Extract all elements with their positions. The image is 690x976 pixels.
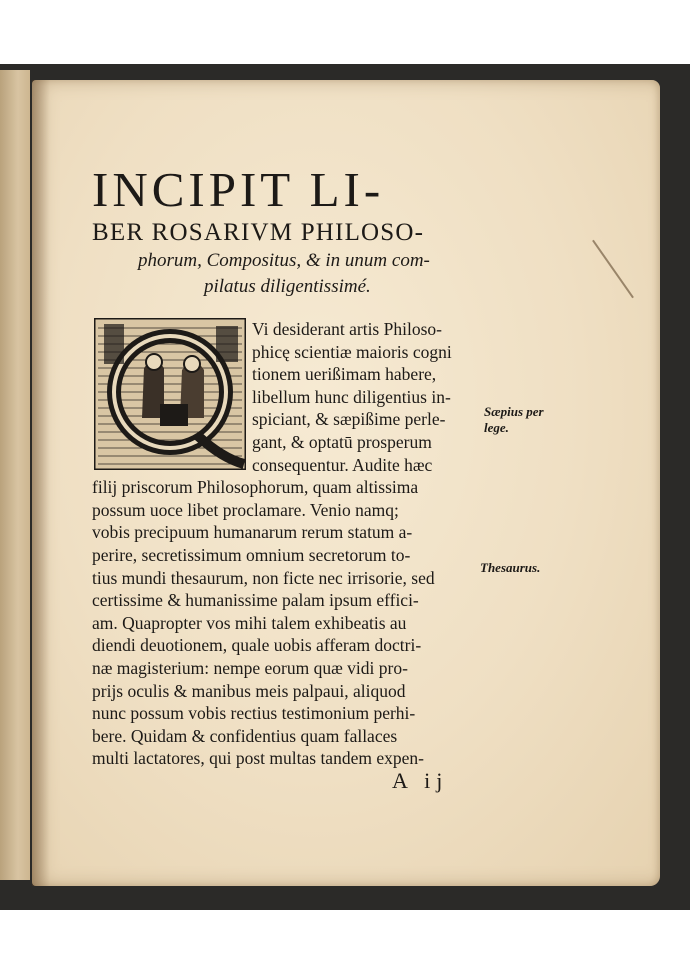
title-line-1: INCIPIT LI- xyxy=(92,162,385,217)
body-line: libellum hunc diligentius in- xyxy=(252,386,451,407)
folio-signature: A ij xyxy=(392,768,449,793)
body-line: consequentur. Audite hæc xyxy=(252,454,433,475)
body-line: certissime & humanissime palam ipsum effici- xyxy=(92,590,419,611)
facing-page-edge xyxy=(0,70,30,880)
marginal-note-thesaurus: Thesaurus. xyxy=(480,560,541,575)
title-line-4: pilatus diligentissimé. xyxy=(204,276,371,297)
marginal-note-saepius: Sæpius per lege. xyxy=(484,404,544,435)
body-line: multi lactatores, qui post multas tandem expen- xyxy=(92,748,424,769)
body-line: gant, & optatū prosperum xyxy=(252,431,432,452)
body-line: tionem uerißimam habere, xyxy=(252,364,437,385)
incipit-title xyxy=(92,162,472,300)
body-line: spiciant, & sæpißime perle- xyxy=(252,409,446,430)
body-line: prijs oculis & manibus meis palpaui, aliquod xyxy=(92,680,406,701)
body-line: næ magisterium: nempe eorum quæ vidi pro- xyxy=(92,657,408,678)
body-line: nunc possum vobis rectius testimonium perhi- xyxy=(92,703,416,724)
body-line: am. Quapropter vos mihi talem exhibeatis au xyxy=(92,612,407,633)
body-text xyxy=(92,318,476,770)
body-line: vobis precipuum humanarum rerum statum a- xyxy=(92,522,413,543)
title-line-3: phorum, Compositus, & in unum com- xyxy=(138,250,430,271)
spine-shadow xyxy=(32,80,50,886)
title-line-2: BER ROSARIVM PHILOSO- xyxy=(92,219,425,246)
body-line: filij priscorum Philosophorum, quam altissima xyxy=(92,477,419,498)
body-line: perire, secretissimum omnium secretorum to- xyxy=(92,544,411,565)
body-line: bere. Quidam & confidentius quam fallaces xyxy=(92,725,398,746)
body-line: tius mundi thesaurum, non ficte nec irrisorie, sed xyxy=(92,567,435,588)
body-line: diendi deuotionem, quale uobis afferam doctri- xyxy=(92,635,422,656)
body-line: possum uoce libet proclamare. Venio namq; xyxy=(92,499,399,520)
body-line: phicę scientiæ maioris cogni xyxy=(252,341,452,362)
body-line: Vi desiderant artis Philoso- xyxy=(252,319,442,339)
